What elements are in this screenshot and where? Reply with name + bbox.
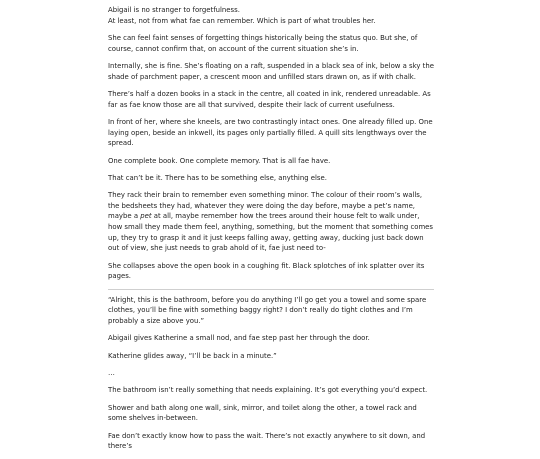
paragraph-12: Abigail gives Katherine a small nod, and fae step past her through the door. xyxy=(108,334,370,343)
paragraph-9: They rack their brain to remember even something minor. The colour of their room’s walls, the bedsheets they had, whatever they were doing the day before, maybe a pet’s name, maybe a pet at all, maybe remember how the trees around their house felt to walk under, how small they made them feel, anything, something, but the moment that something comes up, they try to grasp it and it just keeps falling away, getting away, ducking just back down out of view, she just needs to grab ahold of it, fae just need to- xyxy=(108,191,433,253)
paragraph-13: Katherine glides away, “I’ll be back in a minute.” xyxy=(108,351,277,360)
paragraph-10: She collapses above the open book in a coughing fit. Black splotches of ink splatter over its pages. xyxy=(108,261,425,281)
paragraph-7: One complete book. One complete memory. That is all fae have. xyxy=(108,156,331,165)
paragraph-11: “Alright, this is the bathroom, before you do anything I’ll go get you a towel and some spare clothes, you’ll be fine with something baggy right? I don’t really do tight clothes and I’m probably a size above you.” xyxy=(108,295,427,325)
paragraph-1: Abigail is no stranger to forgetfulness. xyxy=(108,6,240,14)
paragraph-5: There’s half a dozen books in a stack in the centre, all coated in ink, rendered unreadable. As far as fae know those are all that survived, despite their lack of current usefulness. xyxy=(108,89,431,109)
paragraph-6: In front of her, where she kneels, are two contrastingly intact ones. One already filled up. One laying open, beside an inkwell, its pages only partially filled. A quill sits lengthways over the spread. xyxy=(108,117,433,148)
paragraph-3: She can feel faint senses of forgetting things historically being the status quo. But she, of course, cannot confirm that, on account of the current situation she’s in. xyxy=(108,33,418,53)
paragraph-2: At least, not from what fae can remember. Which is part of what troubles her. xyxy=(108,16,376,25)
paragraph-17: Fae don’t exactly know how to pass the wait. There’s not exactly anywhere to sit down, and there’s xyxy=(108,431,426,451)
section-divider xyxy=(108,289,434,290)
paragraph-16: Shower and bath along one wall, sink, mirror, and toilet along the other, a towel rack and some shelves in-between. xyxy=(108,403,417,423)
paragraph-15: The bathroom isn’t really something that needs explaining. It’s got everything you’d expect. xyxy=(108,386,428,395)
emphasized-word: pet xyxy=(140,212,152,221)
story-content xyxy=(108,5,434,459)
paragraph-14: … xyxy=(108,369,115,377)
paragraph-8: That can’t be it. There has to be something else, anything else. xyxy=(108,173,327,182)
paragraph-4: Internally, she is fine. She’s floating on a raft, suspended in a black sea of ink, below a sky the shade of parchment paper, a crescent moon and unfilled stars drawn on, as if with chalk. xyxy=(108,61,434,81)
